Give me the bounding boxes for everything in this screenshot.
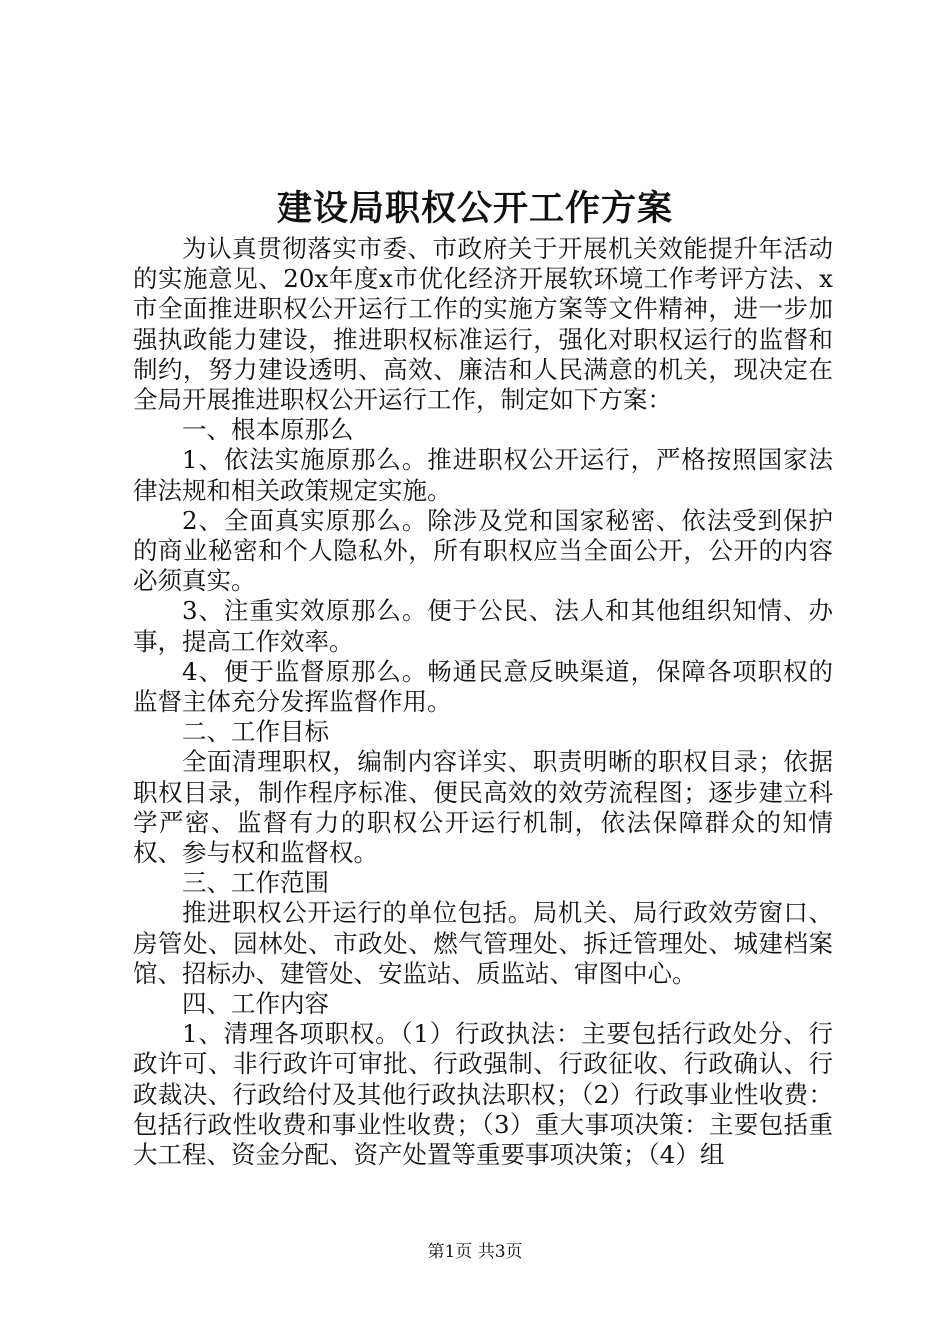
document-body — [133, 234, 833, 1170]
section-heading-content: 四、工作内容 — [182, 989, 329, 1019]
principle-3-paragraph: 3、注重实效原那么。便于公民、法人和其他组织知情、办事，提高工作效率。 — [133, 596, 833, 656]
principle-2-paragraph: 2、全面真实原那么。除涉及党和国家秘密、依法受到保护的商业秘密和个人隐私外，所有职权应当全面公开，公开的内容必须真实。 — [133, 505, 833, 596]
document-title: 建设局职权公开工作方案 — [276, 188, 673, 229]
section-heading-principles: 一、根本原那么 — [182, 415, 354, 445]
intro-paragraph: 为认真贯彻落实市委、市政府关于开展机关效能提升年活动的实施意见、20x年度x市优化经济开展软环境工作考评方法、x市全面推进职权公开运行工作的实施方案等文件精神，进一步加强执政能力建设，推进职权标准运行，强化对职权运行的监督和制约，努力建设透明、高效、廉洁和人民满意的机关，现决定在全局开展推进职权公开运行工作，制定如下方案： — [133, 234, 833, 415]
page-number-footer: 第1页 共3页 — [427, 1242, 523, 1262]
goals-paragraph: 全面清理职权，编制内容详实、职责明晰的职权目录；依据职权目录，制作程序标准、便民高效的效劳流程图；逐步建立科学严密、监督有力的职权公开运行机制，依法保障群众的知情权、参与权和监督权。 — [133, 747, 833, 868]
content-item-1-paragraph: 1、清理各项职权。（1）行政执法：主要包括行政处分、行政许可、非行政许可审批、行政强制、行政征收、行政确认、行政裁决、行政给付及其他行政执法职权；（2）行政事业性收费：包括行政性收费和事业性收费；（3）重大事项决策：主要包括重大工程、资金分配、资产处置等重要事项决策；（4）组 — [133, 1019, 833, 1170]
section-heading-scope: 三、工作范围 — [182, 868, 329, 898]
section-heading-goals: 二、工作目标 — [182, 717, 329, 747]
scope-paragraph: 推进职权公开运行的单位包括。局机关、局行政效劳窗口、房管处、园林处、市政处、燃气管理处、拆迁管理处、城建档案馆、招标办、建管处、安监站、质监站、审图中心。 — [133, 898, 833, 988]
principle-1-paragraph: 1、依法实施原那么。推进职权公开运行，严格按照国家法律法规和相关政策规定实施。 — [133, 445, 833, 505]
principle-4-paragraph: 4、便于监督原那么。畅通民意反映渠道，保障各项职权的监督主体充分发挥监督作用。 — [133, 656, 833, 717]
